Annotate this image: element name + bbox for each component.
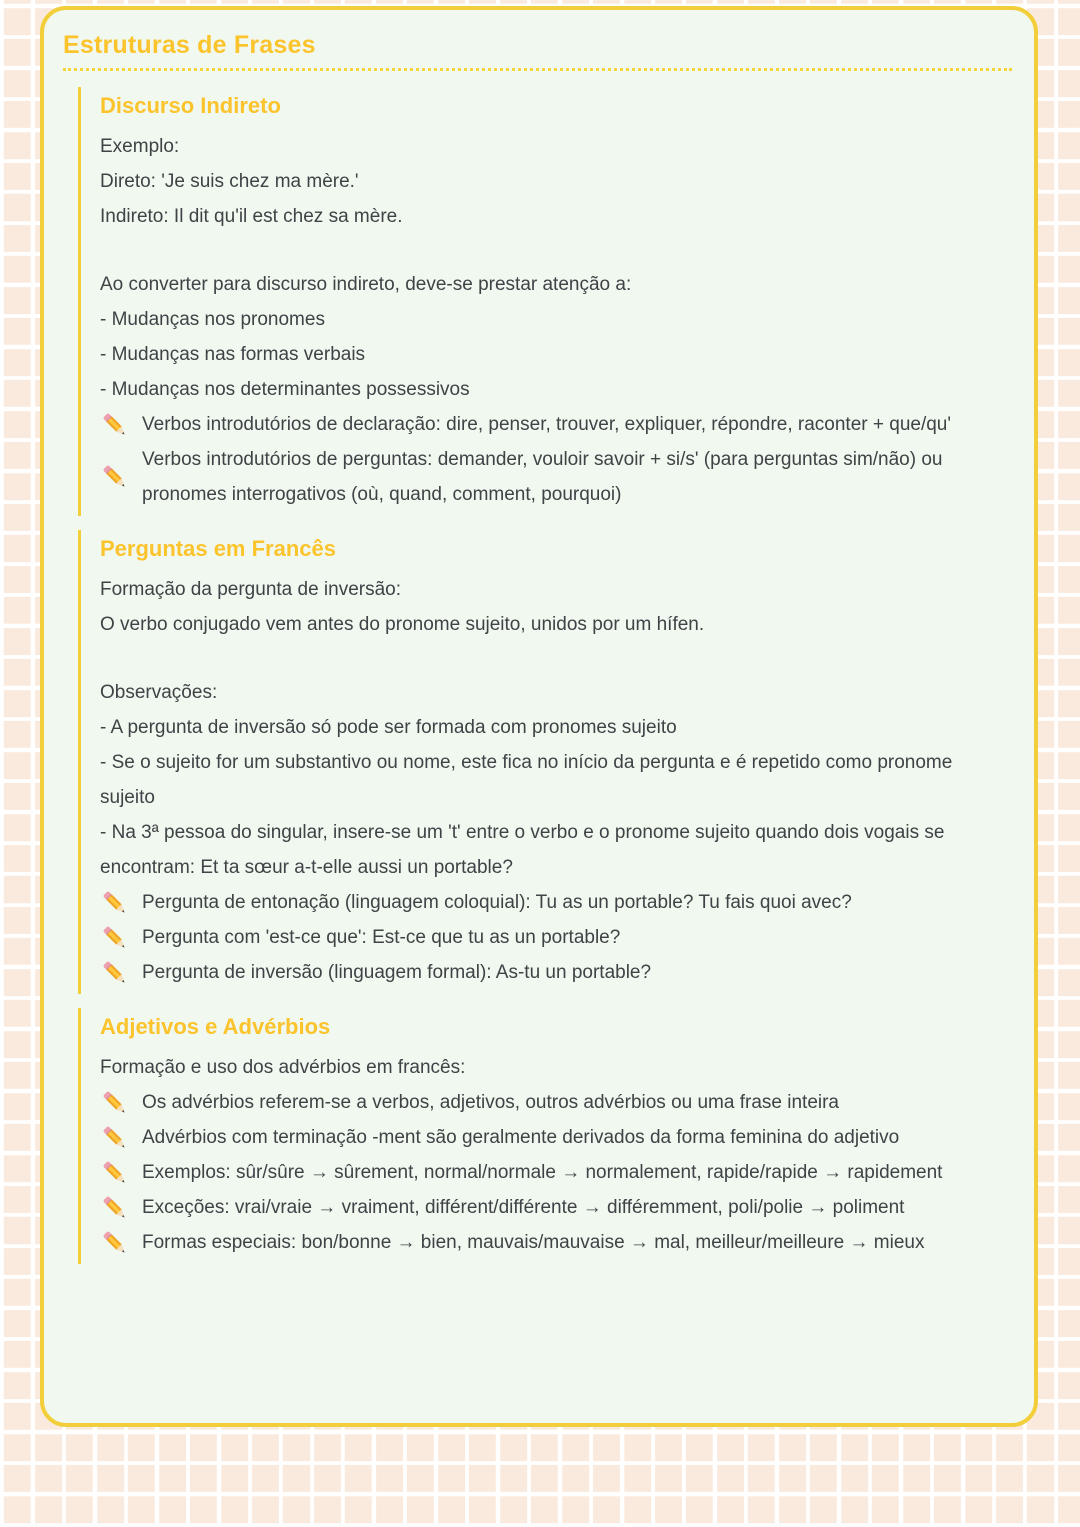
text-line: Formação e uso dos advérbios em francês:	[100, 1057, 466, 1078]
text-line: - Se o sujeito for um substantivo ou nome, este fica no início da pergunta e é repetido como pronome sujeito	[100, 752, 953, 808]
pencil-icon	[100, 1158, 142, 1188]
section-heading: Adjetivos e Advérbios	[100, 1014, 331, 1039]
pencil-icon	[100, 1088, 142, 1118]
pencil-icon	[100, 462, 142, 492]
text-line: - Mudanças nos pronomes	[100, 309, 325, 330]
section-discurso-indireto	[78, 87, 1014, 516]
bullet-text: Advérbios com terminação -ment são geralmente derivados da forma feminina do adjetivo	[142, 1127, 900, 1148]
text-line: - Mudanças nas formas verbais	[100, 344, 366, 365]
pencil-icon	[100, 1228, 142, 1258]
text-line: - A pergunta de inversão só pode ser formada com pronomes sujeito	[100, 717, 677, 738]
section-heading: Discurso Indireto	[100, 93, 281, 118]
bullet-text: Exemplos: sûr/sûre → sûrement, normal/normale → normalement, rapide/rapide → rapidement	[142, 1162, 943, 1183]
pencil-icon	[100, 958, 142, 988]
bullet-text: Formas especiais: bon/bonne → bien, mauvais/mauvaise → mal, meilleur/meilleure → mieux	[142, 1232, 925, 1253]
bullet-text: Pergunta de inversão (linguagem formal): As-tu un portable?	[142, 962, 652, 983]
pencil-icon	[100, 1123, 142, 1153]
bullet-text: Pergunta com 'est-ce que': Est-ce que tu as un portable?	[142, 927, 621, 948]
blank-line	[100, 642, 990, 675]
text-line: Formação da pergunta de inversão:	[100, 579, 402, 600]
text-line: Direto: 'Je suis chez ma mère.'	[100, 171, 359, 192]
bullet-text: Exceções: vrai/vraie → vraiment, différent/différente → différemment, poli/polie → poliment	[142, 1197, 905, 1218]
bullet-item	[100, 1155, 990, 1190]
bullet-item	[100, 1085, 990, 1120]
notes-card	[40, 6, 1038, 1427]
bullet-item	[100, 407, 990, 442]
blank-line	[100, 234, 990, 267]
text-line: - Mudanças nos determinantes possessivos	[100, 379, 470, 400]
pencil-icon	[100, 410, 142, 440]
text-line: Observações:	[100, 682, 218, 703]
bullet-text: Os advérbios referem-se a verbos, adjetivos, outros advérbios ou uma frase inteira	[142, 1092, 839, 1113]
bullet-item	[100, 1120, 990, 1155]
bullet-item	[100, 885, 990, 920]
section-perguntas-em-frances	[78, 530, 1014, 994]
pencil-icon	[100, 1193, 142, 1223]
text-line: Ao converter para discurso indireto, deve-se prestar atenção a:	[100, 274, 632, 295]
bullet-item	[100, 1190, 990, 1225]
page-title: Estruturas de Frases	[63, 31, 316, 59]
text-line: O verbo conjugado vem antes do pronome sujeito, unidos por um hífen.	[100, 614, 705, 635]
pencil-icon	[100, 923, 142, 953]
section-adjetivos-e-adverbios	[78, 1008, 1014, 1264]
text-line: Indireto: Il dit qu'il est chez sa mère.	[100, 206, 403, 227]
bullet-text: Pergunta de entonação (linguagem coloquial): Tu as un portable? Tu fais quoi avec?	[142, 892, 852, 913]
section-heading: Perguntas em Francês	[100, 536, 336, 561]
bullet-item	[100, 442, 990, 512]
bullet-item	[100, 1225, 990, 1260]
bullet-text: Verbos introdutórios de perguntas: demander, vouloir savoir + si/s' (para perguntas sim/não) ou pronomes interrogativos (où, quand, comment, pourquoi)	[142, 449, 943, 505]
bullet-text: Verbos introdutórios de declaração: dire, penser, trouver, expliquer, répondre, raconter + que/qu'	[142, 414, 951, 435]
text-line: - Na 3ª pessoa do singular, insere-se um 't' entre o verbo e o pronome sujeito quando dois vogais se encontram: Et ta sœur a-t-elle aussi un portable?	[100, 822, 945, 878]
text-line: Exemplo:	[100, 136, 180, 157]
bullet-item	[100, 955, 990, 990]
page-background	[0, 6, 1080, 1527]
sections-container	[63, 87, 1014, 1264]
pencil-icon	[100, 888, 142, 918]
bullet-item	[100, 920, 990, 955]
dotted-separator	[63, 68, 1012, 71]
